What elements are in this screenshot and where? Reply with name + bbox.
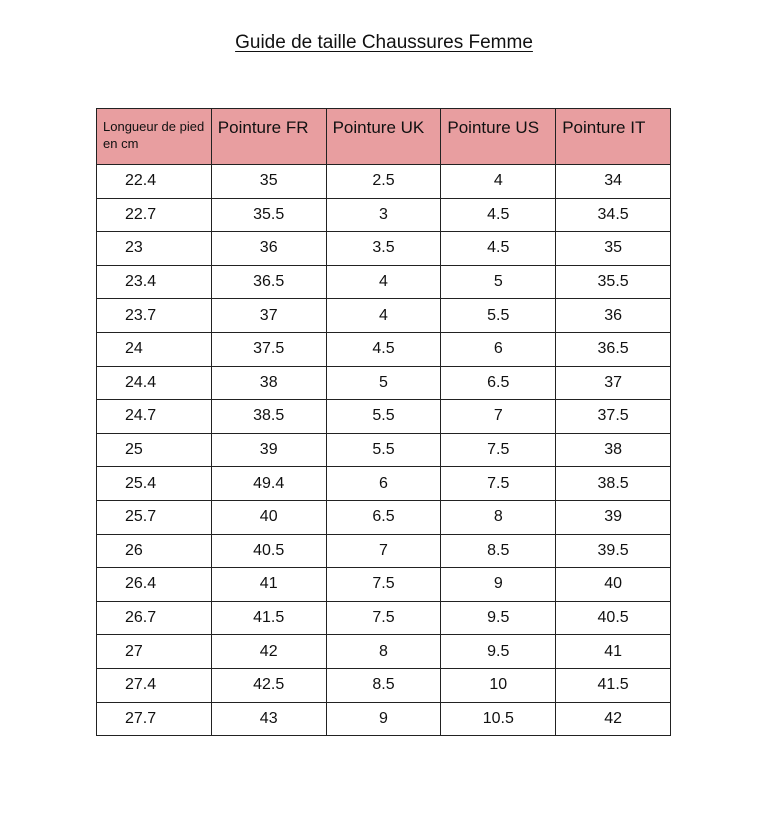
cell-foot-length: 23.7 xyxy=(97,299,212,333)
cell-us: 9.5 xyxy=(441,635,556,669)
table-row xyxy=(97,467,671,501)
cell-foot-length: 26.4 xyxy=(97,568,212,602)
table-row xyxy=(97,332,671,366)
cell-us: 5.5 xyxy=(441,299,556,333)
table-row xyxy=(97,165,671,199)
cell-uk: 5 xyxy=(326,366,441,400)
cell-us: 4 xyxy=(441,165,556,199)
cell-us: 8 xyxy=(441,500,556,534)
cell-it: 40.5 xyxy=(556,601,671,635)
table-body xyxy=(97,165,671,736)
cell-uk: 9 xyxy=(326,702,441,736)
cell-us: 5 xyxy=(441,265,556,299)
cell-uk: 4 xyxy=(326,265,441,299)
cell-it: 36 xyxy=(556,299,671,333)
page-title: Guide de taille Chaussures Femme xyxy=(235,32,533,53)
cell-it: 38.5 xyxy=(556,467,671,501)
cell-foot-length: 22.4 xyxy=(97,165,212,199)
cell-it: 37.5 xyxy=(556,400,671,434)
cell-fr: 49.4 xyxy=(211,467,326,501)
cell-it: 42 xyxy=(556,702,671,736)
cell-fr: 36 xyxy=(211,232,326,266)
cell-it: 34.5 xyxy=(556,198,671,232)
table-row xyxy=(97,232,671,266)
cell-fr: 37 xyxy=(211,299,326,333)
table-row xyxy=(97,568,671,602)
cell-us: 10.5 xyxy=(441,702,556,736)
cell-fr: 37.5 xyxy=(211,332,326,366)
cell-us: 9.5 xyxy=(441,601,556,635)
table-row xyxy=(97,500,671,534)
cell-fr: 38 xyxy=(211,366,326,400)
cell-us: 9 xyxy=(441,568,556,602)
cell-uk: 3.5 xyxy=(326,232,441,266)
table-row xyxy=(97,635,671,669)
column-header-foot-length: Longueur de pied en cm xyxy=(97,109,212,165)
column-header-it: Pointure IT xyxy=(556,109,671,165)
cell-us: 4.5 xyxy=(441,198,556,232)
cell-uk: 7.5 xyxy=(326,601,441,635)
cell-foot-length: 23 xyxy=(97,232,212,266)
table-row xyxy=(97,299,671,333)
cell-foot-length: 24.7 xyxy=(97,400,212,434)
size-table xyxy=(96,108,671,736)
cell-uk: 5.5 xyxy=(326,400,441,434)
cell-foot-length: 25.7 xyxy=(97,500,212,534)
column-header-uk: Pointure UK xyxy=(326,109,441,165)
cell-fr: 38.5 xyxy=(211,400,326,434)
cell-foot-length: 27.4 xyxy=(97,668,212,702)
cell-uk: 6 xyxy=(326,467,441,501)
cell-foot-length: 24 xyxy=(97,332,212,366)
table-row xyxy=(97,366,671,400)
cell-foot-length: 27.7 xyxy=(97,702,212,736)
cell-it: 37 xyxy=(556,366,671,400)
cell-fr: 41.5 xyxy=(211,601,326,635)
cell-it: 36.5 xyxy=(556,332,671,366)
cell-it: 35.5 xyxy=(556,265,671,299)
cell-uk: 8 xyxy=(326,635,441,669)
cell-us: 6 xyxy=(441,332,556,366)
table-row xyxy=(97,433,671,467)
cell-uk: 5.5 xyxy=(326,433,441,467)
cell-fr: 43 xyxy=(211,702,326,736)
cell-uk: 7.5 xyxy=(326,568,441,602)
cell-fr: 40.5 xyxy=(211,534,326,568)
cell-it: 41 xyxy=(556,635,671,669)
cell-fr: 39 xyxy=(211,433,326,467)
cell-foot-length: 26 xyxy=(97,534,212,568)
table-row xyxy=(97,601,671,635)
cell-foot-length: 24.4 xyxy=(97,366,212,400)
cell-fr: 35 xyxy=(211,165,326,199)
cell-fr: 42.5 xyxy=(211,668,326,702)
cell-us: 8.5 xyxy=(441,534,556,568)
cell-fr: 36.5 xyxy=(211,265,326,299)
cell-foot-length: 25.4 xyxy=(97,467,212,501)
cell-foot-length: 23.4 xyxy=(97,265,212,299)
cell-it: 34 xyxy=(556,165,671,199)
table-header-row xyxy=(97,109,671,165)
table-row xyxy=(97,400,671,434)
cell-fr: 40 xyxy=(211,500,326,534)
cell-uk: 7 xyxy=(326,534,441,568)
cell-us: 7.5 xyxy=(441,433,556,467)
cell-uk: 2.5 xyxy=(326,165,441,199)
cell-fr: 41 xyxy=(211,568,326,602)
table-row xyxy=(97,702,671,736)
table-row xyxy=(97,265,671,299)
cell-uk: 4 xyxy=(326,299,441,333)
cell-it: 35 xyxy=(556,232,671,266)
cell-us: 7.5 xyxy=(441,467,556,501)
cell-foot-length: 27 xyxy=(97,635,212,669)
cell-uk: 4.5 xyxy=(326,332,441,366)
cell-us: 10 xyxy=(441,668,556,702)
cell-uk: 3 xyxy=(326,198,441,232)
cell-fr: 42 xyxy=(211,635,326,669)
cell-foot-length: 25 xyxy=(97,433,212,467)
cell-foot-length: 26.7 xyxy=(97,601,212,635)
column-header-fr: Pointure FR xyxy=(211,109,326,165)
cell-fr: 35.5 xyxy=(211,198,326,232)
column-header-us: Pointure US xyxy=(441,109,556,165)
cell-uk: 8.5 xyxy=(326,668,441,702)
table-row xyxy=(97,534,671,568)
cell-us: 7 xyxy=(441,400,556,434)
cell-uk: 6.5 xyxy=(326,500,441,534)
cell-foot-length: 22.7 xyxy=(97,198,212,232)
cell-us: 6.5 xyxy=(441,366,556,400)
cell-it: 39.5 xyxy=(556,534,671,568)
cell-it: 41.5 xyxy=(556,668,671,702)
cell-it: 38 xyxy=(556,433,671,467)
cell-it: 40 xyxy=(556,568,671,602)
cell-it: 39 xyxy=(556,500,671,534)
cell-us: 4.5 xyxy=(441,232,556,266)
table-row xyxy=(97,668,671,702)
table-row xyxy=(97,198,671,232)
